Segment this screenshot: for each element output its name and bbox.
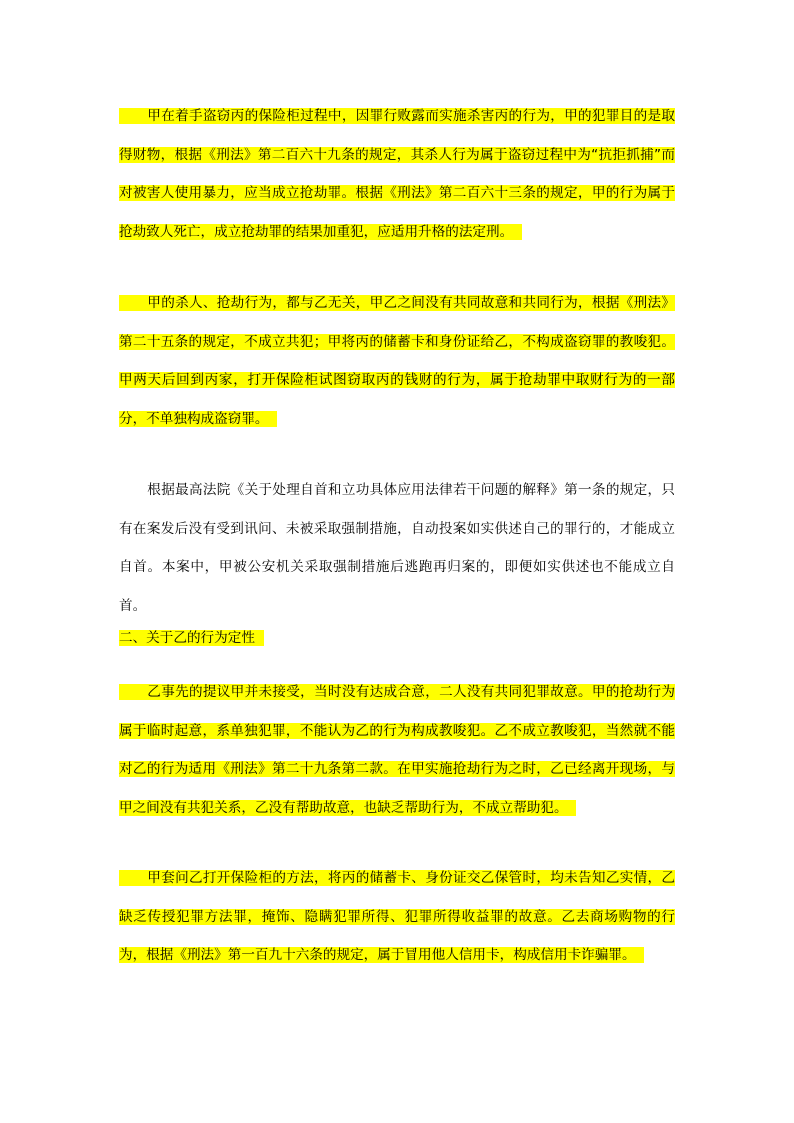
paragraph-5-text [119, 684, 675, 816]
paragraph-2-content: 甲的杀人、抢劫行为，都与乙无关，甲乙之间没有共同故意和共同行为，根据《刑法》第二十五条的规定，不成立共犯；甲将丙的储蓄卡和身份证给乙，不构成盗窃罪的教唆犯。甲两天后回到丙家，打开保险柜试图窃取丙的钱财的行为，属于抢劫罪中取财行为的一部分，不单独构成盗窃罪。 [119, 295, 675, 427]
paragraph-6-text [119, 870, 675, 963]
paragraph-1-content: 甲在着手盗窃丙的保险柜过程中，因罪行败露而实施杀害丙的行为，甲的犯罪目的是取得财物，根据《刑法》第二百六十九条的规定，其杀人行为属于盗窃过程中为“抗拒抓捕”而对被害人使用暴力，应当成立抢劫罪。根据《刑法》第二百六十三条的规定，甲的行为属于抢劫致人死亡，成立抢劫罪的结果加重犯，应适用升格的法定刑。 [119, 108, 675, 240]
paragraph-6-content: 甲套问乙打开保险柜的方法，将丙的储蓄卡、身份证交乙保管时，均未告知乙实情，乙缺乏传授犯罪方法罪，掩饰、隐瞒犯罪所得、犯罪所得收益罪的故意。乙去商场购物的行为，根据《刑法》第一百九十六条的规定，属于冒用他人信用卡，构成信用卡诈骗罪。 [119, 870, 675, 963]
paragraph-3-content: 根据最高法院《关于处理自首和立功具体应用法律若干问题的解释》第一条的规定，只有在案发后没有受到讯问、未被采取强制措施，自动投案如实供述自己的罪行的，才能成立自首。本案中，甲被公安机关采取强制措施后逃跑再归案的，即便如实供述也不能成立自首。 [119, 482, 675, 614]
paragraph-5 [119, 673, 675, 827]
section-heading-content: 二、关于乙的行为定性 [119, 630, 255, 646]
paragraph-2 [119, 284, 675, 438]
section-heading [119, 619, 675, 658]
paragraph-5-content: 乙事先的提议甲并未接受，当时没有达成合意，二人没有共同犯罪故意。甲的抢劫行为属于临时起意，系单独犯罪，不能认为乙的行为构成教唆犯。乙不成立教唆犯，当然就不能对乙的行为适用《刑法》第二十九条第二款。在甲实施抢劫行为之时，乙已经离开现场，与甲之间没有共犯关系，乙没有帮助故意，也缺乏帮助行为，不成立帮助犯。 [119, 684, 675, 816]
paragraph-6 [119, 859, 675, 975]
section-heading-text [119, 630, 264, 646]
paragraph-1 [119, 97, 675, 251]
paragraph-3 [119, 471, 675, 625]
paragraph-1-text [119, 108, 675, 240]
paragraph-2-text [119, 295, 675, 427]
